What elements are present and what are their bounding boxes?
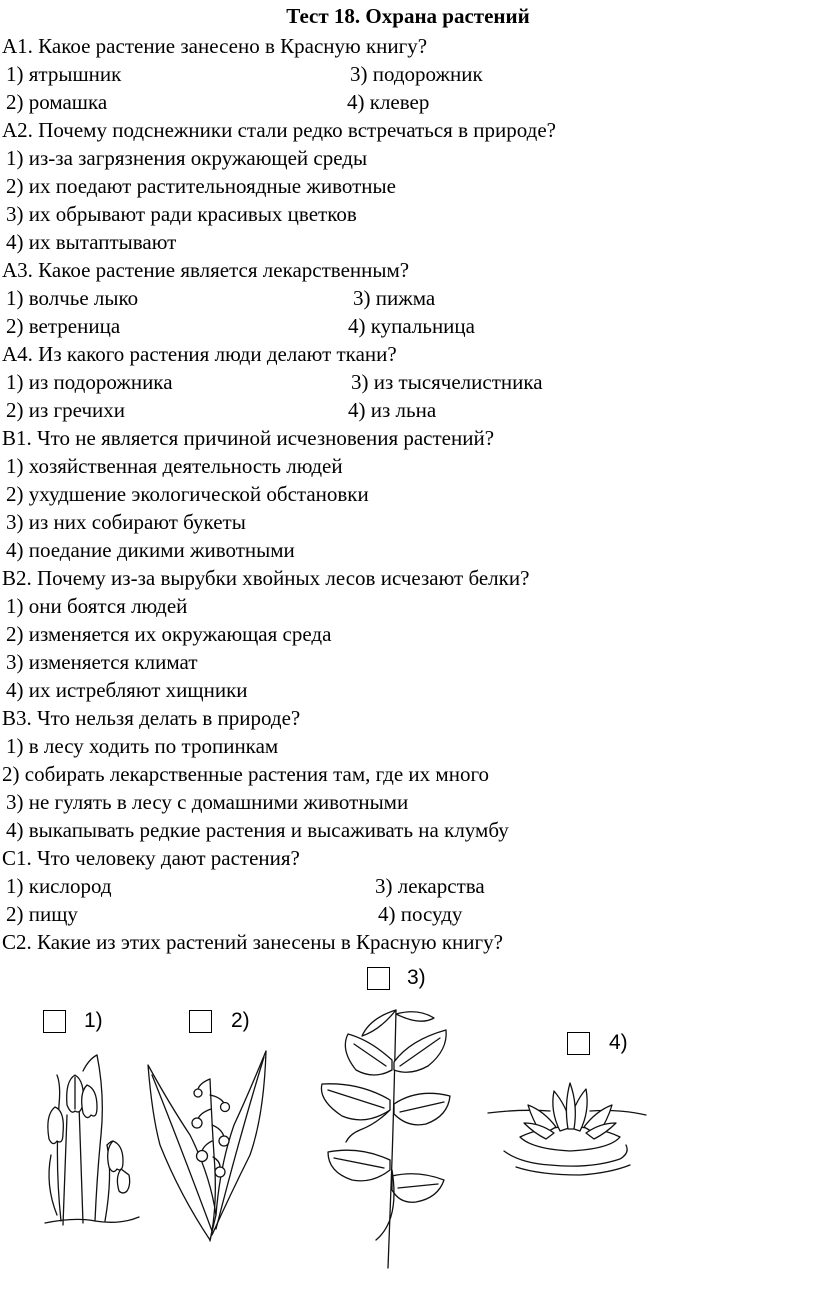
choice-label-4: 4) — [609, 1031, 628, 1054]
answer-option[interactable]: 3) не гулять в лесу с домашними животными — [6, 790, 409, 814]
question-b1: В1. Что не является причиной исчезновения растений? — [2, 426, 495, 450]
page-title: Тест 18. Охрана растений — [286, 4, 530, 28]
answer-option[interactable]: 4) купальница — [348, 314, 475, 338]
question-c2: С2. Какие из этих растений занесены в Красную книгу? — [2, 930, 503, 954]
choice-checkbox-3[interactable] — [367, 967, 390, 990]
answer-option[interactable]: 3) из тысячелистника — [351, 370, 543, 394]
choice-label-1: 1) — [84, 1009, 103, 1032]
answer-option[interactable]: 3) из них собирают букеты — [6, 510, 246, 534]
answer-option[interactable]: 3) изменяется климат — [6, 650, 198, 674]
question-c1: С1. Что человеку дают растения? — [2, 846, 300, 870]
answer-option[interactable]: 1) волчье лыко — [6, 286, 139, 310]
choice-checkbox-2[interactable] — [189, 1010, 212, 1033]
answer-option[interactable]: 4) посуду — [378, 902, 463, 926]
question-a1: А1. Какое растение занесено в Красную книгу? — [2, 34, 428, 58]
answer-option[interactable]: 2) ухудшение экологической обстановки — [6, 482, 369, 506]
answer-option[interactable]: 2) пищу — [6, 902, 78, 926]
answer-option[interactable]: 2) изменяется их окружающая среда — [6, 622, 332, 646]
nettle-illustration — [300, 1000, 460, 1270]
question-a3: А3. Какое растение является лекарственным? — [2, 258, 410, 282]
question-b2: В2. Почему из-за вырубки хвойных лесов исчезают белки? — [2, 566, 530, 590]
snowdrop-illustration — [35, 1045, 145, 1235]
answer-option[interactable]: 3) их обрывают ради красивых цветков — [6, 202, 357, 226]
answer-option[interactable]: 2) ромашка — [6, 90, 108, 114]
answer-option[interactable]: 2) собирать лекарственные растения там, где их много — [2, 762, 490, 786]
answer-option[interactable]: 2) их поедают растительноядные животные — [6, 174, 396, 198]
question-a4: А4. Из какого растения люди делают ткани? — [2, 342, 397, 366]
answer-option[interactable]: 4) выкапывать редкие растения и высаживать на клумбу — [6, 818, 509, 842]
answer-option[interactable]: 1) они боятся людей — [6, 594, 188, 618]
question-a2: А2. Почему подснежники стали редко встречаться в природе? — [2, 118, 556, 142]
answer-option[interactable]: 4) клевер — [347, 90, 430, 114]
answer-option[interactable]: 4) из льна — [348, 398, 437, 422]
choice-label-2: 2) — [231, 1009, 250, 1032]
lily-of-the-valley-illustration — [140, 1045, 280, 1245]
choice-checkbox-1[interactable] — [43, 1010, 66, 1033]
question-b3: В3. Что нельзя делать в природе? — [2, 706, 301, 730]
answer-option[interactable]: 1) в лесу ходить по тропинкам — [6, 734, 279, 758]
answer-option[interactable]: 1) хозяйственная деятельность людей — [6, 454, 343, 478]
answer-option[interactable]: 3) пижма — [353, 286, 436, 310]
answer-option[interactable]: 4) их истребляют хищники — [6, 678, 248, 702]
answer-option[interactable]: 1) из-за загрязнения окружающей среды — [6, 146, 368, 170]
answer-option[interactable]: 4) их вытаптывают — [6, 230, 177, 254]
answer-option[interactable]: 1) ятрышник — [6, 62, 122, 86]
answer-option[interactable]: 3) лекарства — [375, 874, 485, 898]
choice-checkbox-4[interactable] — [567, 1032, 590, 1055]
water-lily-illustration — [480, 1075, 650, 1185]
answer-option[interactable]: 4) поедание дикими животными — [6, 538, 295, 562]
answer-option[interactable]: 1) из подорожника — [6, 370, 173, 394]
answer-option[interactable]: 2) из гречихи — [6, 398, 125, 422]
answer-option[interactable]: 1) кислород — [6, 874, 112, 898]
answer-option[interactable]: 3) подорожник — [350, 62, 483, 86]
answer-option[interactable]: 2) ветреница — [6, 314, 121, 338]
choice-label-3: 3) — [407, 966, 426, 989]
